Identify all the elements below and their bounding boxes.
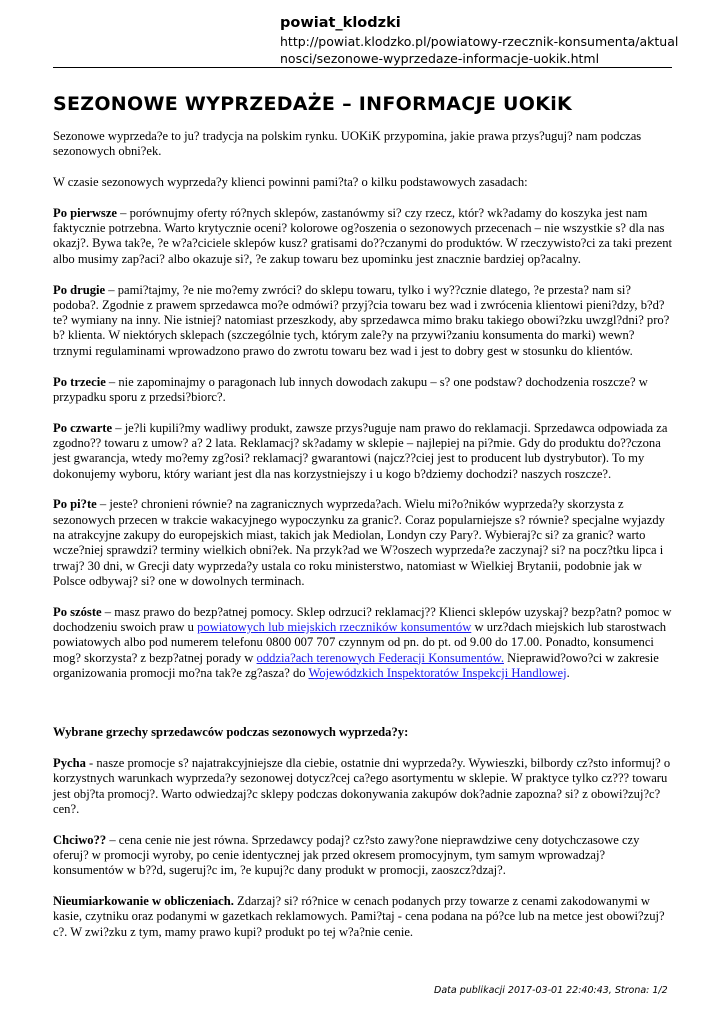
sin-paragraph — [53, 756, 673, 817]
point-label: Po pi?te — [53, 497, 97, 512]
page-header — [280, 14, 690, 67]
page-url-line1: http://powiat.klodzko.pl/powiatowy-rzecznik-konsumenta/aktual — [280, 34, 679, 49]
point-label: Po pierwsze — [53, 205, 117, 220]
sin-text: - nasze promocje s? najatrakcyjniejsze dla ciebie, ostatnie dni wyprzeda?y. Wywieszki, bilbordy cz?sto informuj? o korzystnych warunkach wyprzeda?y sezonowej dotycz?cej ca?ego asortymentu w sklepie. W praktyce tylko cz??? towaru jest obj?ta promocj?. Warto odwiedzaj?c sklepy podczas dokonywania zakupów dok?adnie zapozna? si? z obowi?zuj?c? cen?. — [53, 755, 671, 816]
point-label: Po trzecie — [53, 374, 106, 389]
point-text: – pami?tajmy, ?e nie mo?emy zwróci? do sklepu towaru, tylko i wy??cznie dlatego, ?e przesta? nam si? podoba?. Zgodnie z prawem sprzedawca mo?e odmówi? przyj?cia towaru bez wad i zwrócenia klientowi pieni?dzy, b?d? te? wymiany na inny. Nie istniej? natomiast przeszkody, aby sprzedawca mimo braku takiego obowi?zku uwzgl?dni? pro?b? klienta. W niektórych sklepach (szczególnie tych, którym zale?y na przywi?zaniu konsumenta do marki) wewn?trznymi regulaminami wprowadzono prawo do zwrotu towaru bez wad i jest to dobry gest w stosunku do klientów. — [53, 282, 670, 358]
intro-paragraph: Sezonowe wyprzeda?e to ju? tradycja na polskim rynku. UOKiK przypomina, jakie prawa przys?uguj? nam podczas sezonowych obni?ek. — [53, 129, 642, 159]
page-footer: Data publikacji 2017-03-01 22:40:43, Strona: 1/2 — [434, 985, 668, 996]
sin-label: Pycha — [53, 755, 86, 770]
header-divider — [53, 67, 672, 68]
point-label: Po szóste — [53, 604, 102, 619]
point-text: Nieprawid?owo?ci w zakresie organizowania promocji mo?na tak?e zg?asza? do — [53, 650, 659, 680]
article-title: SEZONOWE WYPRZEDAŻE – INFORMACJE UOKiK — [53, 93, 573, 115]
consumer-federation-link[interactable]: oddzia?ach terenowych Federacji Konsumentów. — [256, 650, 504, 665]
point-text: – porównujmy oferty ró?nych sklepów, zastanówmy si? czy rzecz, któr? wk?adamy do koszyka jest nam faktycznie potrzebna. Warto krytycznie oceni? kolorowe og?oszenia o sezonowych przecenach – nie wszystkie s? dla nas okazj?. Bywa tak?e, ?e w?a?ciciele sklepów kusz? gratisami do??czanymi do produktów. W rzeczywisto?ci za taki prezent albo musimy zap?aci? albo okazuje si?, ?e zakup towaru bez upominku jest znacznie bardziej op?acalny. — [53, 205, 673, 266]
sin-label: Nieumiarkowanie w obliczeniach. — [53, 893, 234, 908]
point-paragraph — [53, 206, 673, 267]
point-label: Po czwarte — [53, 420, 113, 435]
sin-label: Chciwo?? — [53, 832, 107, 847]
point-text: . — [566, 665, 570, 680]
point-paragraph — [53, 375, 673, 406]
page-url — [280, 33, 690, 67]
point-label: Po drugie — [53, 282, 106, 297]
page-url-line2: nosci/sezonowe-wyprzedaze-informacje-uokik.html — [280, 51, 600, 66]
point-paragraph — [53, 605, 673, 681]
point-text: – masz prawo do bezp?atnej pomocy. Sklep odrzuci? reklamacj?? Klienci sklepów uzyskaj? bezp?atn? pomoc w dochodzeniu swoich praw u — [53, 604, 672, 634]
point-paragraph — [53, 283, 673, 359]
sin-text: – cena cenie nie jest równa. Sprzedawcy podaj? cz?sto zawy?one nieprawdziwe ceny dotychczasowe czy oferuj? w promocji wyroby, po cenie identycznej jak przed okresem promocyjnym, tym samym wprowadzaj? konsumentów w b??d, sugeruj?c im, ?e kupuj?c dany produkt w promocji, zaoszcz?dzaj?. — [53, 832, 640, 878]
point-text: w urz?dach miejskich lub starostwach powiatowych albo pod numerem telefonu 0800 007 707 czynnym od pn. do pt. od 9.00 do 17.00. Ponadto, konsumenci mog? skorzysta? z bezp?atnej porady w — [53, 619, 667, 665]
sins-heading: Wybrane grzechy sprzedawców podczas sezonowych wyprzeda?y: — [53, 725, 409, 740]
point-paragraph — [53, 421, 673, 482]
sin-paragraph — [53, 833, 673, 879]
point-text: – je?li kupili?my wadliwy produkt, zawsze przys?uguje nam prawo do reklamacji. Sprzedawca odpowiada za zgodno?? towaru z umow? a? 2 lata. Reklamacj? sk?adamy w sklepie – najlepiej na pi?mie. Gdy do produktu do??czona jest gwarancja, wtedy mo?emy zg?osi? reklamacj? gwarantowi (najcz??ciej jest to producent lub dystrybutor). To my dokonujemy wyboru, który wariant jest dla nas korzystniejszy i u kogo b?dziemy dochodzi? naszych roszcze?. — [53, 420, 668, 481]
trade-inspection-link[interactable]: Wojewódzkich Inspektoratów Inspekcji Handlowej — [308, 665, 567, 680]
sin-text: Zdarzaj? si? ró?nice w cenach podanych przy towarze z cenami zakodowanymi w kasie, czytniku oraz podanymi w gazetkach reklamowych. Pami?taj - cena podana na pó?ce lub na metce jest obowi?zuj?c?. W zwi?zku z tym, mamy prawo kupi? produkt po tej w?a?nie cenie. — [53, 893, 665, 939]
point-text: – nie zapominajmy o paragonach lub innych dowodach zakupu – s? one podstaw? dochodzenia roszcze? w przypadku sporu z przedsi?biorc?. — [53, 374, 648, 404]
point-text: – jeste? chronieni równie? na zagranicznych wyprzeda?ach. Wielu mi?o?ników wyprzeda?y skorzysta z sezonowych przecen w trakcie wakacyjnego wypoczynku za granic?. Coraz popularniejsze s? równie? specjalne wyjazdy na atrakcyjne zakupy do europejskich miast, takich jak Mediolan, Londyn czy Pary?. Wybieraj?c si? za granic? warto wcze?niej sprawdzi? terminy wielkich obni?ek. Na przyk?ad we W?oszech wyprzeda?e zaczynaj? si? na pocz?tku lipca i trwaj? 30 dni, w Grecji daty wyprzeda?y ustala co roku ministerstwo, natomiast w Wielkiej Brytanii, podobnie jak w Polsce odbywaj? si? one w dowolnych terminach. — [53, 497, 665, 588]
article-body — [53, 129, 673, 955]
point-paragraph — [53, 497, 673, 589]
lead-paragraph: W czasie sezonowych wyprzeda?y klienci powinni pami?ta? o kilku podstawowych zasadach: — [53, 175, 528, 190]
consumer-ombudsman-link[interactable]: powiatowych lub miejskich rzeczników konsumentów — [197, 619, 472, 634]
sin-paragraph — [53, 894, 673, 940]
site-name: powiat_klodzki — [280, 15, 401, 31]
